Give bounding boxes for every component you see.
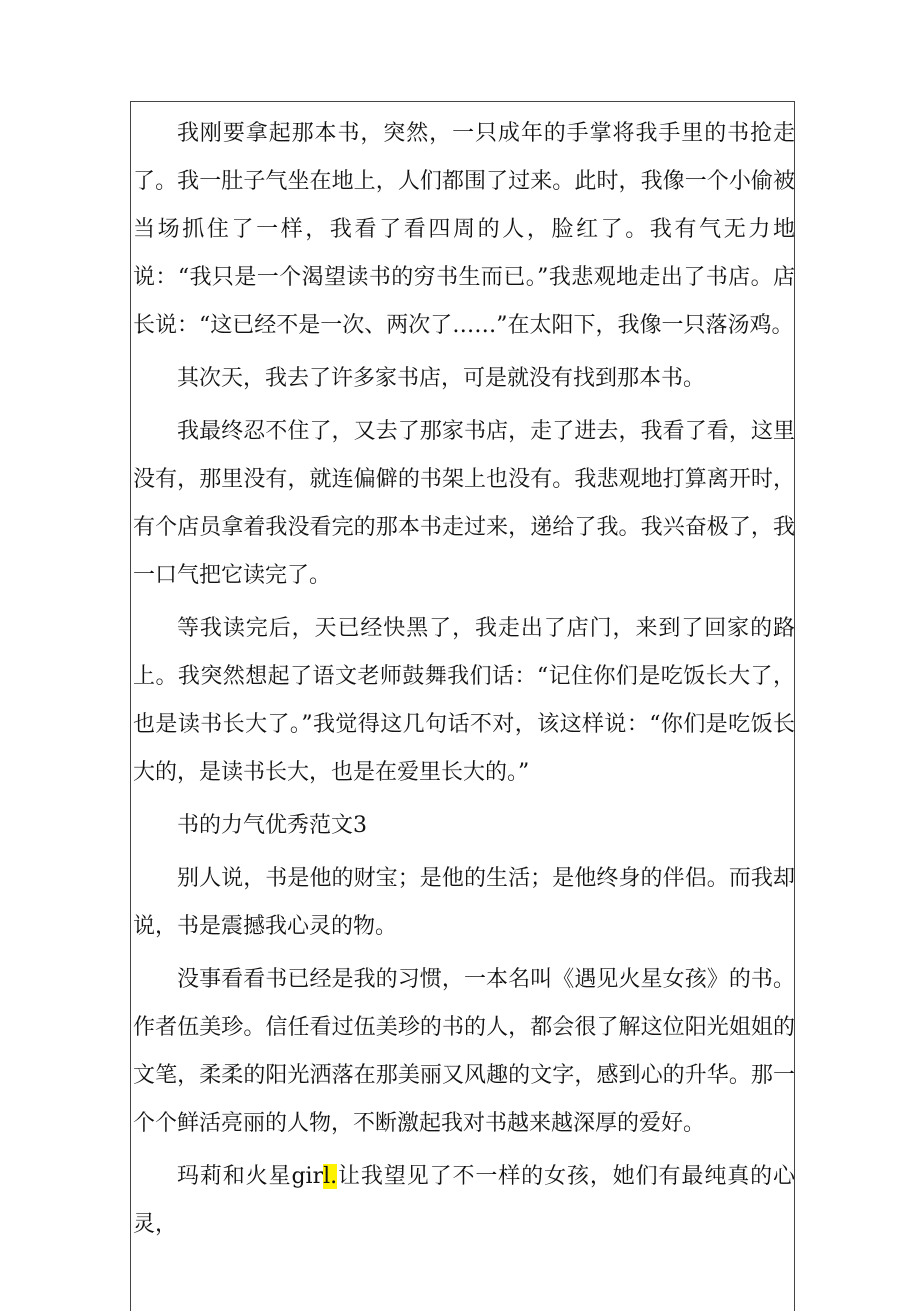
section-heading: 书的力气优秀范文3 [177, 813, 367, 838]
paragraph: 等我读完后，天已经快黑了，我走出了店门，来到了回家的路上。我突然想起了语文老师鼓舞我们话：“记住你们是吃饭长大了，也是读书长大了。”我觉得这几句话不对，该这样说：“你们是吃饭长大的，是读书长大，也是在爱里长大的。” [133, 616, 795, 785]
text-run: 玛莉和火星gir [177, 1164, 324, 1189]
paragraph: 没事看看书已经是我的习惯，一本名叫《遇见火星女孩》的书。作者伍美珍。信任看过伍美珍的书的人，都会很了解这位阳光姐姐的文笔，柔柔的阳光洒落在那美丽又风趣的文字，感到心的升华。那一个个鲜活亮丽的人物，不断激起我对书越来越深厚的爱好。 [133, 967, 795, 1136]
paragraph: 其次天，我去了许多家书店，可是就没有找到那本书。 [177, 366, 706, 391]
paragraph: 我最终忍不住了，又去了那家书店，走了进去，我看了看，这里没有，那里没有，就连偏僻的书架上也没有。我悲观地打算离开时，有个店员拿着我没看完的那本书走过来，递给了我。我兴奋极了，我一口气把它读完了。 [133, 419, 795, 588]
highlighted-text: l. [323, 1164, 338, 1189]
document-body [133, 110, 795, 1254]
paragraph-last [133, 1153, 795, 1249]
paragraph: 我刚要拿起那本书，突然，一只成年的手掌将我手里的书抢走了。我一肚子气坐在地上，人们都围了过来。此时，我像一个小偷被当场抓住了一样，我看了看四周的人，脸红了。我有气无力地说：“我只是一个渴望读书的穷书生而已。”我悲观地走出了书店。店长说：“这已经不是一次、两次了……”在太阳下，我像一只落汤鸡。 [133, 121, 795, 338]
text-run: 让我望见了不一样的女孩，她们有最纯真的心灵， [133, 1164, 795, 1237]
paragraph: 别人说，书是他的财宝；是他的生活；是他终身的伴侣。而我却说，书是震撼我心灵的物。 [133, 866, 795, 939]
